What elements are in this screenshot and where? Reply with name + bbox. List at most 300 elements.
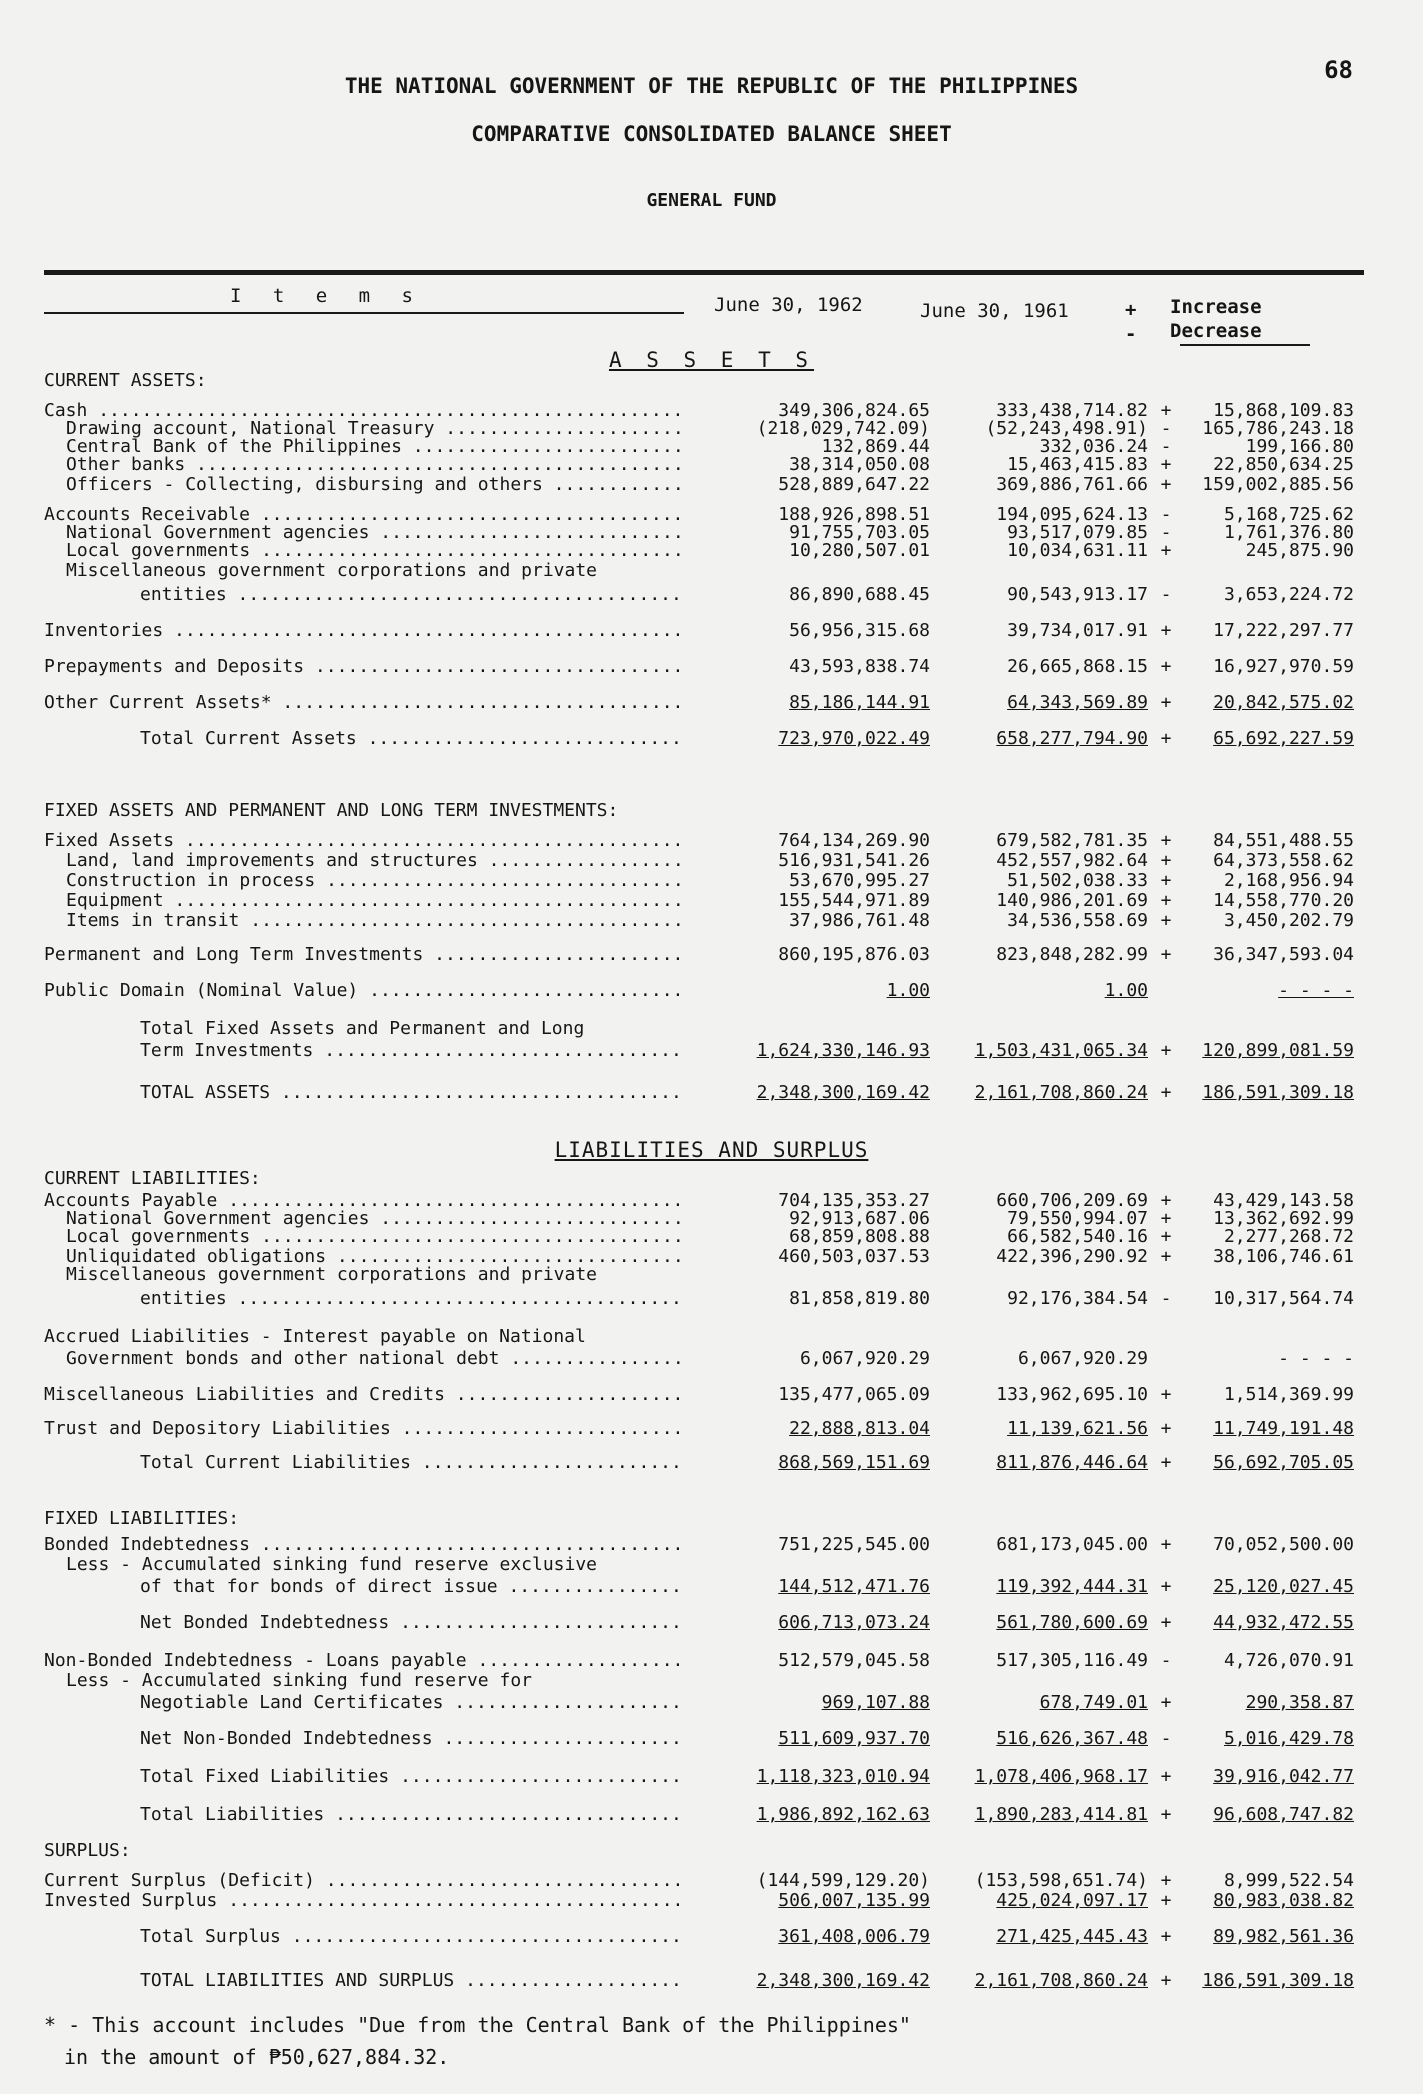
- change-sign: +: [1160, 1926, 1172, 1947]
- value-june-1961: 1,503,431,065.34: [974, 1040, 1148, 1061]
- value-change: 64,373,558.62: [1213, 850, 1354, 871]
- value-change: 1,761,376.80: [1223, 522, 1354, 543]
- change-sign: -: [1160, 1728, 1172, 1749]
- value-june-1962: 511,609,937.70: [778, 1728, 930, 1749]
- value-june-1962: 1.00: [886, 980, 930, 1001]
- value-change: 80,983,038.82: [1213, 1890, 1354, 1911]
- row-label-cell: [66, 1348, 684, 1370]
- row-label-cell: [140, 1766, 684, 1788]
- row-label-cell: [66, 1670, 684, 1692]
- row-label-cell: [66, 454, 684, 476]
- row-label-cell: [66, 560, 684, 582]
- value-change: 3,450,202.79: [1223, 910, 1354, 931]
- dot-leader: [478, 850, 684, 871]
- value-change: 89,982,561.36: [1213, 1926, 1354, 1947]
- dot-leader: [443, 1692, 684, 1713]
- row-label: Items in transit: [66, 910, 240, 931]
- dot-leader: [389, 1612, 684, 1633]
- header-increase: Increase: [1170, 296, 1262, 318]
- value-june-1962: 868,569,151.69: [778, 1452, 930, 1473]
- row-label: TOTAL LIABILITIES AND SURPLUS: [140, 1970, 455, 1991]
- dot-leader: [358, 980, 684, 1001]
- row-label: Miscellaneous government corporations and private: [66, 1264, 598, 1285]
- header-june-1962: June 30, 1962: [714, 294, 863, 316]
- dot-leader: [411, 1452, 684, 1473]
- value-june-1962: 751,225,545.00: [778, 1534, 930, 1555]
- value-change: 186,591,309.18: [1202, 1082, 1354, 1103]
- row-label: entities: [140, 584, 227, 605]
- dot-leader: [304, 656, 684, 677]
- row-label: Permanent and Long Term Investments: [44, 944, 424, 965]
- value-change: 290,358.87: [1245, 1692, 1354, 1713]
- value-june-1961: 561,780,600.69: [996, 1612, 1148, 1633]
- row-label: Accrued Liabilities - Interest payable on National: [44, 1326, 586, 1347]
- value-june-1961: 26,665,868.15: [1007, 656, 1148, 677]
- row-label: Invested Surplus: [44, 1890, 218, 1911]
- change-sign: +: [1160, 540, 1172, 561]
- value-june-1961: 333,438,714.82: [996, 400, 1148, 421]
- dot-leader: [281, 1926, 684, 1947]
- row-label-cell: [140, 1452, 684, 1474]
- value-june-1962: 516,931,541.26: [778, 850, 930, 871]
- value-change: 3,653,224.72: [1223, 584, 1354, 605]
- row-label: Total Current Liabilities: [140, 1452, 411, 1473]
- value-june-1961: 119,392,444.31: [996, 1576, 1148, 1597]
- value-change: 2,277,268.72: [1223, 1226, 1354, 1247]
- change-sign: +: [1160, 1692, 1172, 1713]
- change-sign: +: [1160, 944, 1172, 965]
- value-june-1962: 2,348,300,169.42: [756, 1082, 930, 1103]
- value-june-1962: 6,067,920.29: [799, 1348, 930, 1369]
- value-june-1962: 92,913,687.06: [789, 1208, 930, 1229]
- change-sign: +: [1160, 1384, 1172, 1405]
- value-june-1961: 51,502,038.33: [1007, 870, 1148, 891]
- change-sign: +: [1160, 1082, 1172, 1103]
- row-label: Accounts Receivable: [44, 504, 250, 525]
- value-june-1961: 271,425,445.43: [996, 1926, 1148, 1947]
- change-sign: +: [1160, 620, 1172, 641]
- dot-leader: [454, 1970, 684, 1991]
- value-change: 159,002,885.56: [1202, 474, 1354, 495]
- row-label-cell: [44, 1384, 684, 1406]
- row-label: National Government agencies: [66, 1208, 370, 1229]
- dot-leader: [250, 540, 684, 561]
- value-june-1962: 764,134,269.90: [778, 830, 930, 851]
- dot-leader: [498, 1576, 684, 1597]
- value-june-1962: 528,889,647.22: [778, 474, 930, 495]
- value-change: - - - -: [1278, 1348, 1354, 1369]
- value-change: 245,875.90: [1245, 540, 1354, 561]
- row-label: Other banks: [66, 454, 186, 475]
- change-sign: +: [1160, 1208, 1172, 1229]
- value-june-1962: 43,593,838.74: [789, 656, 930, 677]
- value-june-1962: 606,713,073.24: [778, 1612, 930, 1633]
- row-label: of that for bonds of direct issue: [140, 1576, 498, 1597]
- dot-leader: [227, 1288, 684, 1309]
- value-june-1962: 85,186,144.91: [789, 692, 930, 713]
- header-signs: + -: [1125, 299, 1137, 345]
- title-fund: GENERAL FUND: [646, 190, 777, 211]
- change-sign: +: [1160, 890, 1172, 911]
- row-label: Unliquidated obligations: [66, 1246, 327, 1267]
- row-label-cell: [140, 1728, 684, 1750]
- change-sign: +: [1160, 1766, 1172, 1787]
- row-label-cell: [44, 620, 684, 642]
- row-label: Non-Bonded Indebtedness - Loans payable: [44, 1650, 467, 1671]
- dot-leader: [163, 620, 684, 641]
- row-label: Trust and Depository Liabilities: [44, 1418, 391, 1439]
- value-change: 120,899,081.59: [1202, 1040, 1354, 1061]
- value-june-1961: 39,734,017.91: [1007, 620, 1148, 641]
- row-label: Negotiable Land Certificates: [140, 1692, 444, 1713]
- dot-leader: [250, 1226, 684, 1247]
- decrease-underline: [1180, 344, 1310, 346]
- change-sign: +: [1160, 692, 1172, 713]
- dot-leader: [315, 1870, 684, 1891]
- value-june-1962: 132,869.44: [821, 436, 930, 457]
- value-change: 25,120,027.45: [1213, 1576, 1354, 1597]
- row-label-cell: [140, 1288, 684, 1310]
- row-label: Less - Accumulated sinking fund reserve exclusive: [66, 1554, 598, 1575]
- row-label: Current Surplus (Deficit): [44, 1870, 315, 1891]
- value-june-1962: 188,926,898.51: [778, 504, 930, 525]
- value-june-1961: 679,582,781.35: [996, 830, 1148, 851]
- dot-leader: [313, 1040, 684, 1061]
- value-june-1962: 1,624,330,146.93: [756, 1040, 930, 1061]
- row-label: Prepayments and Deposits: [44, 656, 305, 677]
- change-sign: +: [1160, 1418, 1172, 1439]
- value-change: 13,362,692.99: [1213, 1208, 1354, 1229]
- change-sign: +: [1160, 1226, 1172, 1247]
- change-sign: -: [1160, 1650, 1172, 1671]
- row-label: Cash: [44, 400, 88, 421]
- change-sign: -: [1160, 584, 1172, 605]
- row-label: Total Fixed Liabilities: [140, 1766, 390, 1787]
- heading-fixed-liabilities: FIXED LIABILITIES:: [44, 1508, 240, 1529]
- change-sign: +: [1160, 400, 1172, 421]
- value-june-1962: 969,107.88: [821, 1692, 930, 1713]
- change-sign: +: [1160, 1804, 1172, 1825]
- dot-leader: [324, 1804, 684, 1825]
- value-change: 43,429,143.58: [1213, 1190, 1354, 1211]
- row-label: Officers - Collecting, disbursing and others: [66, 474, 543, 495]
- value-change: 39,916,042.77: [1213, 1766, 1354, 1787]
- value-june-1961: 194,095,624.13: [996, 504, 1148, 525]
- header-top-rule: [44, 270, 1364, 275]
- change-sign: +: [1160, 474, 1172, 495]
- page-number: 68: [1324, 56, 1353, 84]
- row-label-cell: [44, 830, 684, 852]
- value-change: 4,726,070.91: [1223, 1650, 1354, 1671]
- value-june-1961: 64,343,569.89: [1007, 692, 1148, 713]
- change-sign: +: [1160, 656, 1172, 677]
- dot-leader: [217, 1890, 684, 1911]
- row-label-cell: [44, 1326, 684, 1348]
- value-change: 14,558,770.20: [1213, 890, 1354, 911]
- value-june-1962: 155,544,971.89: [778, 890, 930, 911]
- row-label-cell: [140, 1018, 684, 1040]
- heading-surplus: SURPLUS:: [44, 1840, 131, 1861]
- row-label-cell: [44, 656, 684, 678]
- row-label-cell: [44, 944, 684, 966]
- value-change: 84,551,488.55: [1213, 830, 1354, 851]
- dot-leader: [391, 1418, 684, 1439]
- value-june-1961: 93,517,079.85: [1007, 522, 1148, 543]
- value-june-1961: 332,036.24: [1039, 436, 1148, 457]
- value-june-1961: 6,067,920.29: [1017, 1348, 1148, 1369]
- value-june-1961: 2,161,708,860.24: [974, 1970, 1148, 1991]
- change-sign: +: [1160, 1890, 1172, 1911]
- heading-current-assets: CURRENT ASSETS:: [44, 370, 207, 391]
- value-june-1961: 133,962,695.10: [996, 1384, 1148, 1405]
- value-june-1961: 66,582,540.16: [1007, 1226, 1148, 1247]
- value-change: 199,166.80: [1245, 436, 1354, 457]
- header-decrease: Decrease: [1170, 320, 1262, 342]
- change-sign: +: [1160, 850, 1172, 871]
- dot-leader: [433, 1728, 684, 1749]
- value-change: 186,591,309.18: [1202, 1970, 1354, 1991]
- dot-leader: [164, 890, 684, 911]
- value-june-1962: 512,579,045.58: [778, 1650, 930, 1671]
- value-june-1961: 140,986,201.69: [996, 890, 1148, 911]
- dot-leader: [174, 830, 684, 851]
- row-label: Government bonds and other national debt: [66, 1348, 500, 1369]
- value-change: 8,999,522.54: [1223, 1870, 1354, 1891]
- value-june-1961: 2,161,708,860.24: [974, 1082, 1148, 1103]
- row-label: Total Surplus: [140, 1926, 281, 1947]
- value-change: 11,749,191.48: [1213, 1418, 1354, 1439]
- dot-leader: [423, 944, 684, 965]
- row-label: Less - Accumulated sinking fund reserve for: [66, 1670, 532, 1691]
- dot-leader: [499, 1348, 684, 1369]
- value-june-1961: 811,876,446.64: [996, 1452, 1148, 1473]
- value-change: 15,868,109.83: [1213, 400, 1354, 421]
- value-june-1961: 658,277,794.90: [996, 728, 1148, 749]
- value-june-1962: 22,888,813.04: [789, 1418, 930, 1439]
- row-label-cell: [44, 1890, 684, 1912]
- value-june-1961: 10,034,631.11: [1007, 540, 1148, 561]
- row-label-cell: [44, 980, 684, 1002]
- row-label: Other Current Assets*: [44, 692, 272, 713]
- dot-leader: [389, 1766, 684, 1787]
- row-label: Central Bank of the Philippines: [66, 436, 402, 457]
- value-june-1961: 517,305,116.49: [996, 1650, 1148, 1671]
- value-june-1962: 91,755,703.05: [789, 522, 930, 543]
- row-label-cell: [66, 910, 684, 932]
- value-june-1962: (144,599,129.20): [756, 1870, 930, 1891]
- row-label-cell: [140, 1040, 684, 1062]
- value-change: 65,692,227.59: [1213, 728, 1354, 749]
- row-label: Local governments: [66, 540, 251, 561]
- value-june-1961: 422,396,290.92: [996, 1246, 1148, 1267]
- value-change: 20,842,575.02: [1213, 692, 1354, 713]
- row-label-cell: [66, 1226, 684, 1248]
- header-june-1961: June 30, 1961: [920, 300, 1069, 322]
- value-june-1962: 38,314,050.08: [789, 454, 930, 475]
- row-label-cell: [44, 1650, 684, 1672]
- change-sign: -: [1160, 1288, 1172, 1309]
- value-june-1962: 56,956,315.68: [789, 620, 930, 641]
- value-change: 17,222,297.77: [1213, 620, 1354, 641]
- value-june-1961: 681,173,045.00: [996, 1534, 1148, 1555]
- value-june-1961: 92,176,384.54: [1007, 1288, 1148, 1309]
- row-label-cell: [66, 850, 684, 872]
- row-label: Construction in process: [66, 870, 316, 891]
- row-label: Inventories: [44, 620, 164, 641]
- header-bottom-rule: [44, 312, 684, 314]
- row-label: Accounts Payable: [44, 1190, 218, 1211]
- value-change: 5,168,725.62: [1223, 504, 1354, 525]
- row-label: National Government agencies: [66, 522, 370, 543]
- value-june-1962: 361,408,006.79: [778, 1926, 930, 1947]
- row-label: Bonded Indebtedness: [44, 1534, 250, 1555]
- row-label-cell: [66, 1264, 684, 1286]
- value-change: 56,692,705.05: [1213, 1452, 1354, 1473]
- row-label-cell: [44, 692, 684, 714]
- row-label-cell: [66, 890, 684, 912]
- value-june-1962: 349,306,824.65: [778, 400, 930, 421]
- value-change: 10,317,564.74: [1213, 1288, 1354, 1309]
- row-label: Miscellaneous Liabilities and Credits: [44, 1384, 445, 1405]
- dot-leader: [467, 1650, 684, 1671]
- row-label: Total Liabilities: [140, 1804, 325, 1825]
- value-june-1961: 678,749.01: [1039, 1692, 1148, 1713]
- dot-leader: [185, 454, 684, 475]
- row-label: entities: [140, 1288, 227, 1309]
- row-label-cell: [44, 1870, 684, 1892]
- value-june-1962: 1,118,323,010.94: [756, 1766, 930, 1787]
- row-label: Miscellaneous government corporations and private: [66, 560, 598, 581]
- dot-leader: [227, 584, 684, 605]
- footnote-line-2: in the amount of ₱50,627,884.32.: [64, 2045, 450, 2069]
- row-label: Total Fixed Assets and Permanent and Long: [140, 1018, 585, 1039]
- dot-leader: [445, 1384, 684, 1405]
- value-change: 2,168,956.94: [1223, 870, 1354, 891]
- value-june-1962: 704,135,353.27: [778, 1190, 930, 1211]
- row-label: Net Non-Bonded Indebtedness: [140, 1728, 433, 1749]
- header-items: I t e m s: [230, 285, 423, 307]
- title-balance-sheet: COMPARATIVE CONSOLIDATED BALANCE SHEET: [471, 122, 952, 146]
- value-june-1962: 144,512,471.76: [778, 1576, 930, 1597]
- change-sign: +: [1160, 1246, 1172, 1267]
- dot-leader: [250, 1534, 684, 1555]
- value-june-1962: 135,477,065.09: [778, 1384, 930, 1405]
- value-change: 5,016,429.78: [1223, 1728, 1354, 1749]
- row-label: Local governments: [66, 1226, 251, 1247]
- change-sign: +: [1160, 1452, 1172, 1473]
- section-liabilities: LIABILITIES AND SURPLUS: [554, 1138, 869, 1162]
- value-june-1962: 81,858,819.80: [789, 1288, 930, 1309]
- value-june-1961: 660,706,209.69: [996, 1190, 1148, 1211]
- value-june-1961: 516,626,367.48: [996, 1728, 1148, 1749]
- row-label-cell: [44, 1418, 684, 1440]
- dot-leader: [543, 474, 684, 495]
- value-june-1962: 723,970,022.49: [778, 728, 930, 749]
- value-change: 96,608,747.82: [1213, 1804, 1354, 1825]
- value-change: 1,514,369.99: [1223, 1384, 1354, 1405]
- value-june-1962: 37,986,761.48: [789, 910, 930, 931]
- dot-leader: [357, 728, 684, 749]
- change-sign: +: [1160, 830, 1172, 851]
- value-change: 36,347,593.04: [1213, 944, 1354, 965]
- value-june-1961: 823,848,282.99: [996, 944, 1148, 965]
- value-june-1961: 369,886,761.66: [996, 474, 1148, 495]
- value-june-1961: 79,550,994.07: [1007, 1208, 1148, 1229]
- section-assets: A S S E T S: [608, 348, 815, 372]
- value-change: 22,850,634.25: [1213, 454, 1354, 475]
- row-label-cell: [140, 1082, 684, 1104]
- change-sign: +: [1160, 1612, 1172, 1633]
- value-change: 16,927,970.59: [1213, 656, 1354, 677]
- change-sign: +: [1160, 728, 1172, 749]
- row-label: TOTAL ASSETS: [140, 1082, 271, 1103]
- row-label-cell: [140, 1576, 684, 1598]
- value-june-1961: (52,243,498.91): [985, 418, 1148, 439]
- value-june-1962: 2,348,300,169.42: [756, 1970, 930, 1991]
- change-sign: +: [1160, 1870, 1172, 1891]
- value-june-1961: 11,139,621.56: [1007, 1418, 1148, 1439]
- change-sign: +: [1160, 1534, 1172, 1555]
- value-change: 165,786,243.18: [1202, 418, 1354, 439]
- dot-leader: [270, 1082, 684, 1103]
- value-june-1961: 90,543,913.17: [1007, 584, 1148, 605]
- row-label-cell: [140, 728, 684, 750]
- dot-leader: [272, 692, 684, 713]
- value-june-1961: (153,598,651.74): [974, 1870, 1148, 1891]
- value-june-1962: 68,859,808.88: [789, 1226, 930, 1247]
- value-june-1962: (218,029,742.09): [756, 418, 930, 439]
- change-sign: +: [1160, 1190, 1172, 1211]
- change-sign: +: [1160, 454, 1172, 475]
- change-sign: +: [1160, 1970, 1172, 1991]
- value-change: 38,106,746.61: [1213, 1246, 1354, 1267]
- heading-fixed-assets: FIXED ASSETS AND PERMANENT AND LONG TERM INVESTMENTS:: [44, 800, 619, 821]
- change-sign: +: [1160, 1040, 1172, 1061]
- row-label-cell: [66, 474, 684, 496]
- row-label: Public Domain (Nominal Value): [44, 980, 359, 1001]
- row-label-cell: [66, 870, 684, 892]
- value-june-1961: 1.00: [1104, 980, 1148, 1001]
- row-label-cell: [140, 1926, 684, 1948]
- row-label-cell: [140, 1692, 684, 1714]
- row-label: Net Bonded Indebtedness: [140, 1612, 390, 1633]
- value-change: 70,052,500.00: [1213, 1534, 1354, 1555]
- change-sign: +: [1160, 910, 1172, 931]
- change-sign: -: [1160, 436, 1172, 457]
- row-label-cell: [140, 1612, 684, 1634]
- row-label-cell: [66, 1554, 684, 1576]
- row-label-cell: [140, 1970, 684, 1992]
- row-label: Fixed Assets: [44, 830, 175, 851]
- dot-leader: [315, 870, 684, 891]
- row-label-cell: [66, 540, 684, 562]
- change-sign: -: [1160, 522, 1172, 543]
- row-label: Land, land improvements and structures: [66, 850, 478, 871]
- value-june-1962: 860,195,876.03: [778, 944, 930, 965]
- change-sign: -: [1160, 418, 1172, 439]
- value-june-1962: 53,670,995.27: [789, 870, 930, 891]
- value-change: 44,932,472.55: [1213, 1612, 1354, 1633]
- heading-current-liabilities: CURRENT LIABILITIES:: [44, 1168, 261, 1189]
- value-june-1962: 10,280,507.01: [789, 540, 930, 561]
- footnote-line-1: * - This account includes "Due from the Central Bank of the Philippines": [44, 2013, 911, 2037]
- row-label-cell: [140, 584, 684, 606]
- value-june-1961: 1,890,283,414.81: [974, 1804, 1148, 1825]
- value-june-1961: 425,024,097.17: [996, 1890, 1148, 1911]
- row-label-cell: [44, 1534, 684, 1556]
- row-label-cell: [140, 1804, 684, 1826]
- value-june-1961: 34,536,558.69: [1007, 910, 1148, 931]
